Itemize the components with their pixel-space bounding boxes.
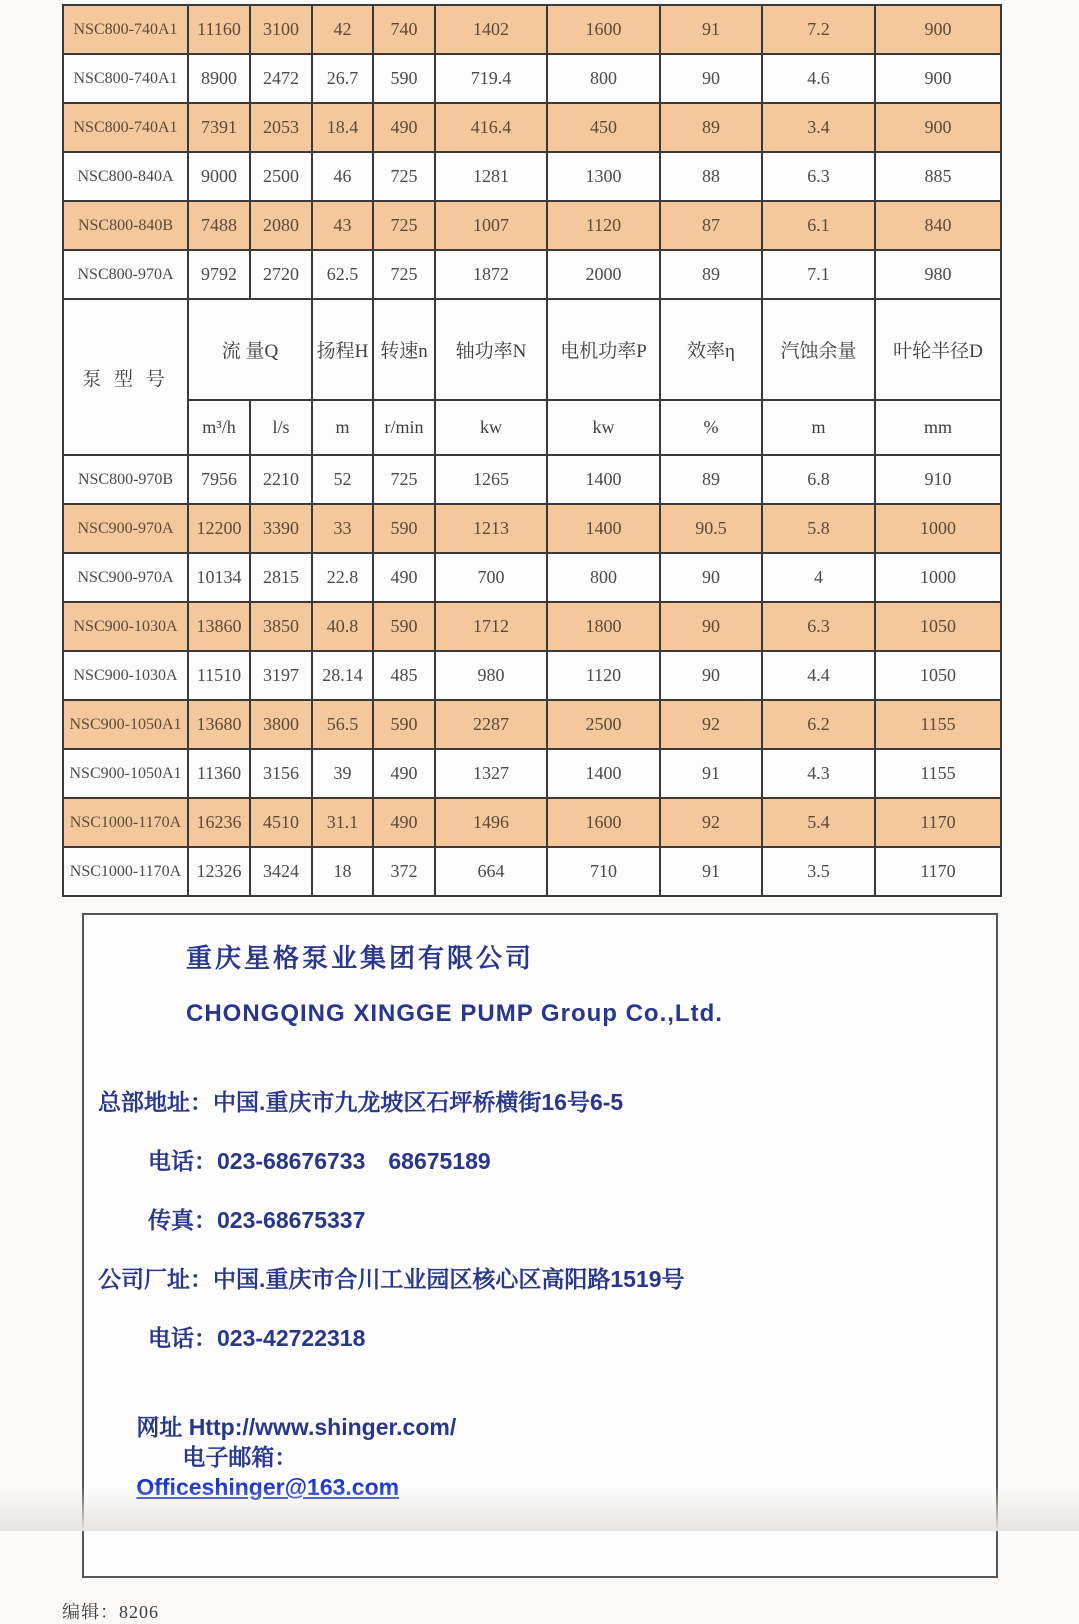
cell-value: 3850 [250, 602, 312, 651]
cell-value: 1000 [875, 553, 1001, 602]
cell-value: 43 [312, 201, 373, 250]
cell-value: 31.1 [312, 798, 373, 847]
cell-value: 800 [547, 54, 660, 103]
cell-value: 590 [373, 602, 435, 651]
cell-value: 9792 [188, 250, 250, 299]
cell-value: 8900 [188, 54, 250, 103]
editor-note: 编辑：8206 [62, 1602, 159, 1622]
table-row [63, 201, 1001, 250]
cell-value: 1496 [435, 798, 547, 847]
cell-value: 1213 [435, 504, 547, 553]
cell-value: 1300 [547, 152, 660, 201]
cell-value: 910 [875, 455, 1001, 504]
cell-value: 700 [435, 553, 547, 602]
cell-value: 90 [660, 651, 762, 700]
table-row [63, 651, 1001, 700]
company-info-box [82, 913, 998, 1578]
fax-number: 传真：023-68675337 [148, 1207, 366, 1233]
cell-value: 46 [312, 152, 373, 201]
cell-value: 6.2 [762, 700, 875, 749]
email-link[interactable]: Officeshinger@163.com [136, 1474, 400, 1500]
cell-value: 3424 [250, 847, 312, 896]
company-name-en: CHONGQING XINGGE PUMP Group Co.,Ltd. [186, 1000, 723, 1027]
cell-value: 980 [875, 250, 1001, 299]
cell-value: 1170 [875, 798, 1001, 847]
cell-value: 725 [373, 455, 435, 504]
cell-value: 1265 [435, 455, 547, 504]
cell-value: 1170 [875, 847, 1001, 896]
cell-value: 1000 [875, 504, 1001, 553]
cell-value: 490 [373, 798, 435, 847]
cell-value: 490 [373, 103, 435, 152]
cell-value: 1120 [547, 651, 660, 700]
table-row [63, 847, 1001, 896]
cell-pump-model: NSC800-840A [63, 152, 188, 201]
cell-value: 1872 [435, 250, 547, 299]
cell-value: 89 [660, 250, 762, 299]
cell-value: 1712 [435, 602, 547, 651]
cell-value: 56.5 [312, 700, 373, 749]
cell-value: 1155 [875, 700, 1001, 749]
cell-value: 6.1 [762, 201, 875, 250]
cell-value: 2080 [250, 201, 312, 250]
cell-value: 40.8 [312, 602, 373, 651]
website-url: 网址 Http://www.shinger.com/ [136, 1414, 457, 1440]
cell-pump-model: NSC800-840B [63, 201, 188, 250]
email-label: 电子邮箱： [182, 1444, 298, 1470]
cell-value: 3197 [250, 651, 312, 700]
cell-value: 740 [373, 5, 435, 54]
cell-value: 1402 [435, 5, 547, 54]
cell-value: 2500 [250, 152, 312, 201]
cell-value: 1400 [547, 504, 660, 553]
cell-value: 87 [660, 201, 762, 250]
table-header [63, 299, 1001, 455]
cell-value: 16236 [188, 798, 250, 847]
unit-flow-ls: l/s [250, 400, 312, 455]
table-row [63, 553, 1001, 602]
cell-value: 900 [875, 54, 1001, 103]
cell-pump-model: NSC900-970A [63, 504, 188, 553]
cell-value: 6.8 [762, 455, 875, 504]
cell-value: 7.2 [762, 5, 875, 54]
cell-pump-model: NSC800-970B [63, 455, 188, 504]
cell-value: 4510 [250, 798, 312, 847]
hq-phone: 电话：023-68676733 68675189 [148, 1148, 491, 1174]
col-header-motor-power: 电机功率P [547, 299, 660, 400]
hq-address: 总部地址：中国.重庆市九龙坡区石坪桥横街16号6-5 [98, 1089, 624, 1115]
cell-value: 4.4 [762, 651, 875, 700]
cell-value: 2472 [250, 54, 312, 103]
cell-value: 7.1 [762, 250, 875, 299]
cell-value: 1327 [435, 749, 547, 798]
cell-value: 89 [660, 455, 762, 504]
cell-value: 725 [373, 152, 435, 201]
unit-head: m [312, 400, 373, 455]
cell-pump-model: NSC900-1030A [63, 651, 188, 700]
cell-value: 91 [660, 749, 762, 798]
website-email-line [98, 1382, 986, 1532]
cell-value: 3390 [250, 504, 312, 553]
cell-value: 22.8 [312, 553, 373, 602]
cell-value: 26.7 [312, 54, 373, 103]
cell-value: 490 [373, 749, 435, 798]
cell-value: 1050 [875, 602, 1001, 651]
cell-value: 485 [373, 651, 435, 700]
factory-phone: 电话：023-42722318 [148, 1325, 366, 1351]
col-header-shaft-power: 轴功率N [435, 299, 547, 400]
cell-pump-model: NSC800-740A1 [63, 103, 188, 152]
cell-value: 88 [660, 152, 762, 201]
cell-value: 590 [373, 54, 435, 103]
unit-speed: r/min [373, 400, 435, 455]
cell-value: 90 [660, 602, 762, 651]
cell-value: 664 [435, 847, 547, 896]
cell-value: 92 [660, 798, 762, 847]
cell-value: 1600 [547, 798, 660, 847]
cell-value: 1155 [875, 749, 1001, 798]
cell-value: 6.3 [762, 152, 875, 201]
cell-value: 2053 [250, 103, 312, 152]
table-row [63, 504, 1001, 553]
table-row [63, 54, 1001, 103]
cell-value: 1400 [547, 455, 660, 504]
cell-value: 725 [373, 250, 435, 299]
cell-value: 885 [875, 152, 1001, 201]
cell-value: 52 [312, 455, 373, 504]
cell-value: 39 [312, 749, 373, 798]
cell-value: 11160 [188, 5, 250, 54]
cell-pump-model: NSC1000-1170A [63, 798, 188, 847]
cell-value: 10134 [188, 553, 250, 602]
document-page [0, 4, 1079, 1624]
cell-value: 3.5 [762, 847, 875, 896]
cell-value: 2720 [250, 250, 312, 299]
col-header-impeller: 叶轮半径D [875, 299, 1001, 400]
cell-value: 590 [373, 700, 435, 749]
cell-value: 2500 [547, 700, 660, 749]
table-row [63, 798, 1001, 847]
unit-motor-power: kw [547, 400, 660, 455]
cell-pump-model: NSC900-1050A1 [63, 749, 188, 798]
cell-value: 590 [373, 504, 435, 553]
cell-value: 1050 [875, 651, 1001, 700]
cell-value: 13680 [188, 700, 250, 749]
cell-value: 3.4 [762, 103, 875, 152]
cell-value: 89 [660, 103, 762, 152]
cell-pump-model: NSC1000-1170A [63, 847, 188, 896]
cell-value: 710 [547, 847, 660, 896]
cell-value: 3100 [250, 5, 312, 54]
cell-value: 90 [660, 54, 762, 103]
cell-value: 2000 [547, 250, 660, 299]
cell-value: 1600 [547, 5, 660, 54]
cell-value: 980 [435, 651, 547, 700]
cell-value: 90 [660, 553, 762, 602]
header-row-units [63, 400, 1001, 455]
cell-value: 13860 [188, 602, 250, 651]
cell-value: 1400 [547, 749, 660, 798]
table-row [63, 749, 1001, 798]
cell-value: 1007 [435, 201, 547, 250]
table-rows-above-header [63, 5, 1001, 299]
cell-value: 9000 [188, 152, 250, 201]
header-row-labels [63, 299, 1001, 400]
cell-value: 416.4 [435, 103, 547, 152]
cell-value: 42 [312, 5, 373, 54]
cell-pump-model: NSC800-740A1 [63, 5, 188, 54]
cell-value: 92 [660, 700, 762, 749]
cell-pump-model: NSC900-1030A [63, 602, 188, 651]
col-header-pump-model: 泵 型 号 [63, 299, 188, 455]
cell-value: 490 [373, 553, 435, 602]
cell-value: 28.14 [312, 651, 373, 700]
table-row [63, 250, 1001, 299]
cell-value: 450 [547, 103, 660, 152]
cell-value: 725 [373, 201, 435, 250]
cell-value: 900 [875, 5, 1001, 54]
col-header-speed: 转速n [373, 299, 435, 400]
unit-npsh: m [762, 400, 875, 455]
cell-pump-model: NSC800-970A [63, 250, 188, 299]
cell-value: 90.5 [660, 504, 762, 553]
table-row [63, 602, 1001, 651]
cell-value: 800 [547, 553, 660, 602]
table-row [63, 5, 1001, 54]
unit-efficiency: % [660, 400, 762, 455]
col-header-npsh: 汽蚀余量 [762, 299, 875, 400]
cell-value: 1281 [435, 152, 547, 201]
cell-value: 840 [875, 201, 1001, 250]
cell-value: 33 [312, 504, 373, 553]
cell-value: 1800 [547, 602, 660, 651]
cell-value: 18.4 [312, 103, 373, 152]
unit-impeller: mm [875, 400, 1001, 455]
unit-shaft-power: kw [435, 400, 547, 455]
cell-value: 2815 [250, 553, 312, 602]
cell-pump-model: NSC900-970A [63, 553, 188, 602]
cell-pump-model: NSC900-1050A1 [63, 700, 188, 749]
factory-address: 公司厂址：中国.重庆市合川工业园区核心区高阳路1519号 [98, 1266, 685, 1292]
cell-value: 7488 [188, 201, 250, 250]
table-row [63, 103, 1001, 152]
table-row [63, 700, 1001, 749]
cell-value: 2287 [435, 700, 547, 749]
table-row [63, 152, 1001, 201]
cell-value: 4.6 [762, 54, 875, 103]
cell-value: 12326 [188, 847, 250, 896]
table-row [63, 455, 1001, 504]
cell-value: 11510 [188, 651, 250, 700]
cell-value: 91 [660, 847, 762, 896]
col-header-head: 扬程H [312, 299, 373, 400]
cell-value: 12200 [188, 504, 250, 553]
cell-value: 18 [312, 847, 373, 896]
cell-value: 62.5 [312, 250, 373, 299]
cell-value: 5.4 [762, 798, 875, 847]
cell-value: 2210 [250, 455, 312, 504]
cell-value: 11360 [188, 749, 250, 798]
cell-value: 900 [875, 103, 1001, 152]
cell-value: 3800 [250, 700, 312, 749]
cell-value: 4.3 [762, 749, 875, 798]
cell-value: 7956 [188, 455, 250, 504]
table-rows-below-header [63, 455, 1001, 896]
cell-value: 719.4 [435, 54, 547, 103]
cell-value: 5.8 [762, 504, 875, 553]
company-name-cn: 重庆星格泵业集团有限公司 [186, 943, 535, 973]
cell-value: 6.3 [762, 602, 875, 651]
unit-flow-m3h: m³/h [188, 400, 250, 455]
cell-pump-model: NSC800-740A1 [63, 54, 188, 103]
col-header-efficiency: 效率η [660, 299, 762, 400]
cell-value: 7391 [188, 103, 250, 152]
cell-value: 3156 [250, 749, 312, 798]
cell-value: 91 [660, 5, 762, 54]
col-header-flow: 流 量Q [188, 299, 312, 400]
pump-spec-table [62, 4, 1002, 897]
cell-value: 4 [762, 553, 875, 602]
cell-value: 372 [373, 847, 435, 896]
cell-value: 1120 [547, 201, 660, 250]
